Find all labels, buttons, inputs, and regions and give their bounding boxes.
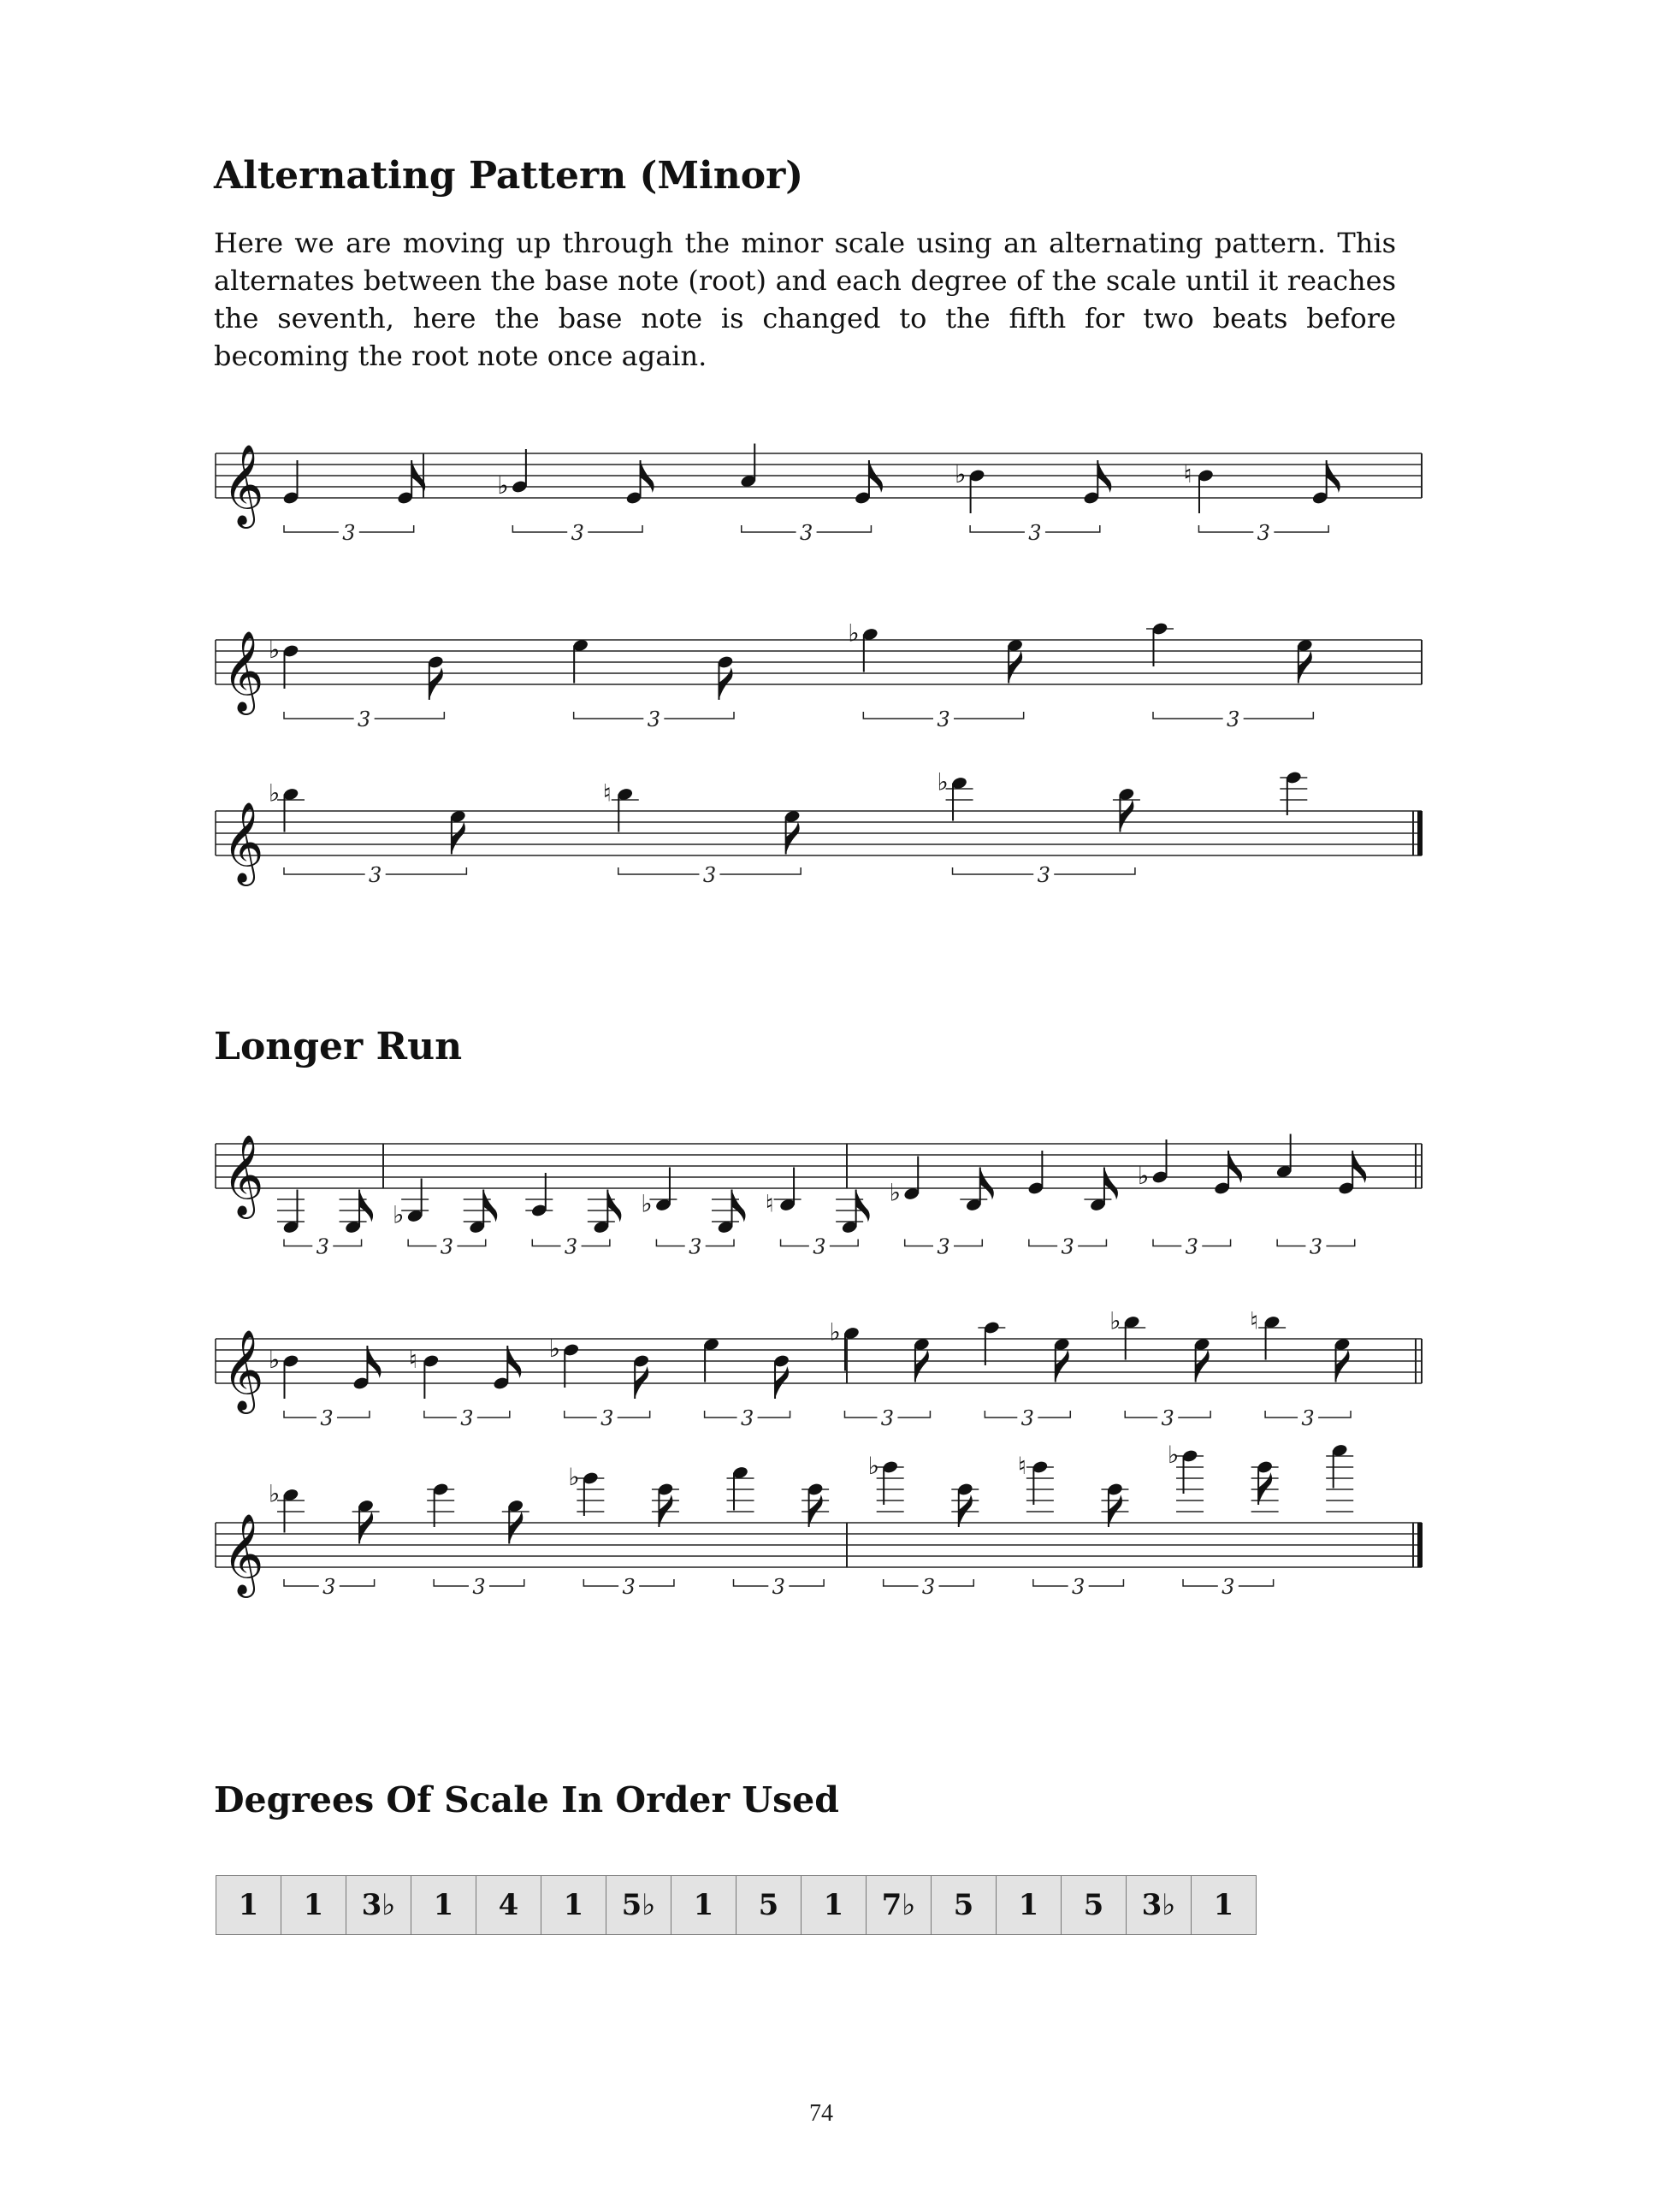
treble-clef-icon: 𝄞 [222, 630, 264, 712]
tuplet-label: 3 [472, 1575, 486, 1599]
tuplet-label: 3 [1185, 1234, 1198, 1259]
eighth-flag [856, 1190, 870, 1222]
tuplet-label: 3 [622, 1575, 636, 1599]
eighth-flag [429, 667, 443, 700]
natural-icon: ♮ [408, 1346, 417, 1374]
tuplet-label: 3 [647, 707, 660, 731]
tuplet-label: 3 [702, 863, 717, 887]
eighth-flag [1009, 651, 1022, 684]
flat-icon: ♭ [497, 471, 509, 500]
final-barline-thick [1417, 811, 1423, 855]
tuplet-label: 3 [1072, 1575, 1085, 1599]
natural-icon: ♮ [1250, 1306, 1259, 1335]
flat-icon: ♭ [393, 1200, 405, 1229]
tuplet-label: 3 [937, 1234, 950, 1259]
degree-cell: 4 [476, 1876, 541, 1935]
flat-icon: ♭ [829, 1317, 841, 1347]
flat-icon: ♭ [269, 1346, 281, 1374]
eighth-flag [786, 822, 800, 855]
tuplet-label: 3 [689, 1234, 702, 1259]
tuplet-label: 3 [740, 1406, 754, 1430]
degree-cell: 1 [997, 1876, 1062, 1935]
flat-icon: ♭ [1109, 1306, 1121, 1335]
tuplet-label: 3 [937, 707, 950, 731]
flat-icon: ♭ [889, 1178, 901, 1207]
eighth-flag [980, 1168, 994, 1200]
treble-clef-icon: 𝄞 [222, 1134, 264, 1216]
flat-icon: ♭ [269, 1479, 281, 1508]
flat-icon: ♭ [848, 619, 860, 648]
eighth-flag [732, 1190, 746, 1222]
tuplet-label: 3 [880, 1406, 895, 1430]
degrees-table [216, 1875, 1257, 1935]
tuplet-label: 3 [564, 1234, 578, 1259]
tuplet-label: 3 [1257, 521, 1270, 545]
degree-cell: 5 [932, 1876, 997, 1935]
natural-icon: ♮ [1017, 1452, 1026, 1480]
natural-icon: ♮ [765, 1189, 774, 1218]
tuplet-label: 3 [1020, 1406, 1034, 1430]
flat-icon: ♭ [641, 1189, 653, 1218]
flat-icon: ♭ [568, 1463, 580, 1491]
final-barline-thick [1417, 1523, 1423, 1567]
eighth-flag [1120, 800, 1133, 832]
tuplet-label: 3 [358, 707, 371, 731]
flat-icon: ♭ [955, 460, 967, 488]
flat-icon: ♭ [548, 1335, 560, 1363]
degree-cell: 3♭ [346, 1876, 411, 1935]
eighth-flag [359, 1512, 373, 1544]
tuplet-label: 3 [1061, 1234, 1074, 1259]
degree-cell: 1 [281, 1876, 346, 1935]
flat-icon: ♭ [1168, 1441, 1180, 1469]
tuplet-label: 3 [1222, 1575, 1235, 1599]
flat-icon: ♭ [1138, 1162, 1150, 1190]
tuplet-label: 3 [1161, 1406, 1174, 1430]
tuplet-label: 3 [320, 1406, 334, 1430]
treble-clef-icon: 𝄞 [222, 1513, 264, 1595]
degree-cell: 1 [802, 1876, 867, 1935]
eighth-flag [1298, 651, 1312, 684]
flat-icon: ♭ [269, 636, 281, 664]
eighth-flag [1104, 1168, 1118, 1200]
tuplet-label: 3 [1227, 707, 1240, 731]
eighth-flag [359, 1190, 373, 1222]
eighth-flag [775, 1366, 789, 1399]
flat-icon: ♭ [269, 778, 281, 808]
degree-cell: 1 [411, 1876, 476, 1935]
flat-icon: ♭ [937, 767, 949, 796]
degree-cell: 1 [671, 1876, 736, 1935]
eighth-flag [509, 1512, 523, 1544]
tuplet-label: 3 [813, 1234, 826, 1259]
degree-cell: 5♭ [606, 1876, 671, 1935]
treble-clef-icon: 𝄞 [222, 802, 264, 883]
section-title-alternating-pattern: Alternating Pattern (Minor) [214, 154, 804, 198]
degree-cell: 1 [216, 1876, 281, 1935]
degree-cell: 5 [736, 1876, 802, 1935]
degrees-row [216, 1876, 1257, 1935]
degree-cell: 3♭ [1127, 1876, 1192, 1935]
tuplet-label: 3 [322, 1575, 336, 1599]
eighth-flag [607, 1190, 621, 1222]
section-title-degrees: Degrees Of Scale In Order Used [214, 1779, 839, 1820]
tuplet-label: 3 [342, 521, 356, 545]
degree-cell: 7♭ [867, 1876, 932, 1935]
tuplet-label: 3 [571, 521, 584, 545]
treble-clef-icon: 𝄞 [222, 444, 264, 525]
natural-icon: ♮ [1183, 460, 1192, 488]
degree-cell: 1 [541, 1876, 606, 1935]
eighth-flag [719, 667, 733, 700]
eighth-flag [1056, 1350, 1069, 1382]
degree-cell: 5 [1062, 1876, 1127, 1935]
section-title-longer-run: Longer Run [214, 1025, 463, 1068]
tuplet-label: 3 [772, 1575, 785, 1599]
eighth-flag [483, 1190, 497, 1222]
treble-clef-icon: 𝄞 [222, 1329, 264, 1411]
tuplet-label: 3 [1028, 521, 1042, 545]
tuplet-label: 3 [460, 1406, 474, 1430]
tuplet-label: 3 [799, 521, 813, 545]
tuplet-label: 3 [1301, 1406, 1315, 1430]
tuplet-label: 3 [921, 1575, 936, 1599]
tuplet-label: 3 [440, 1234, 454, 1259]
tuplet-label: 3 [1309, 1234, 1323, 1259]
eighth-flag [1196, 1350, 1210, 1382]
intro-paragraph: Here we are moving up through the minor scale using an alternating pattern. This alternates between the base note (root) and each degree of the scale until it reaches the seventh, here the base note is changed to the fifth for two beats before becoming the root note once again. [214, 227, 1396, 372]
page-number: 74 [809, 2100, 833, 2127]
eighth-flag [1336, 1350, 1350, 1382]
flat-icon: ♭ [867, 1452, 879, 1480]
tuplet-label: 3 [600, 1406, 614, 1430]
eighth-flag [635, 1366, 648, 1399]
eighth-flag [915, 1350, 929, 1382]
tuplet-label: 3 [316, 1234, 329, 1259]
eighth-flag [452, 822, 465, 855]
natural-icon: ♮ [602, 778, 612, 808]
tuplet-label: 3 [1037, 863, 1050, 887]
degree-cell: 1 [1192, 1876, 1257, 1935]
tuplet-label: 3 [369, 863, 382, 887]
